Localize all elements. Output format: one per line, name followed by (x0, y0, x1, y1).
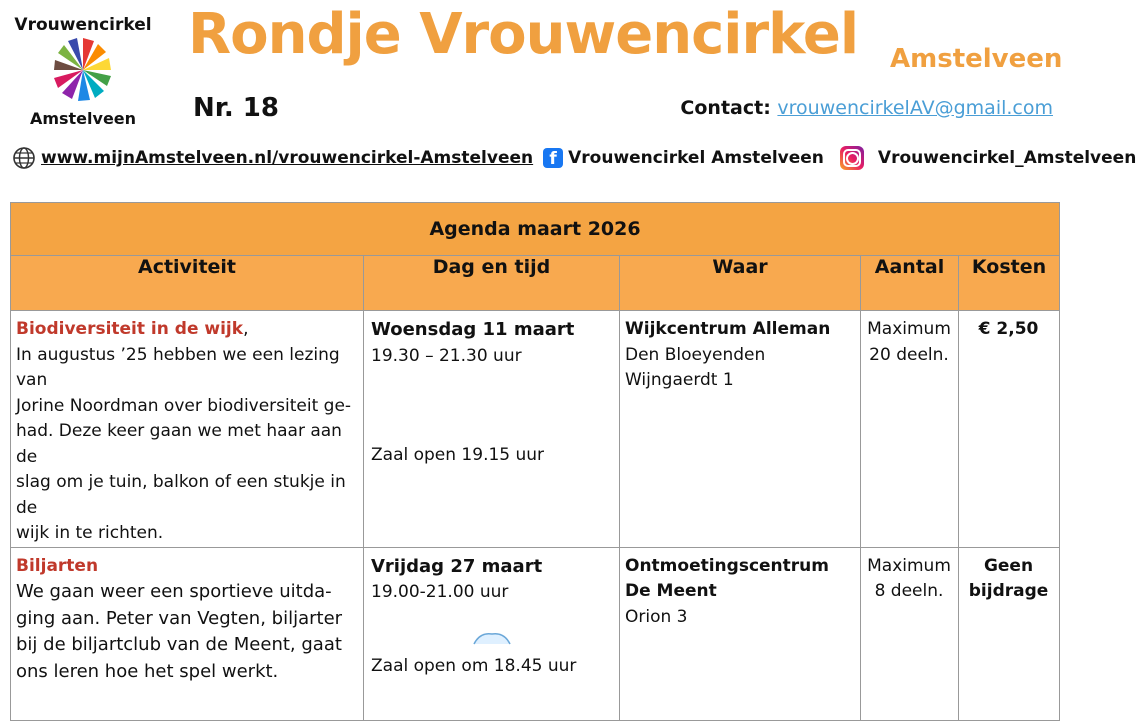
logo (12, 8, 154, 130)
decorative-drawing (470, 630, 514, 644)
table-row (11, 311, 1060, 548)
agenda-table (10, 202, 1060, 721)
page-subtitle: Amstelveen (890, 44, 1063, 74)
contact-email-link[interactable]: vrouwencirkelAV@gmail.com (777, 97, 1053, 119)
contact-label: Contact: (680, 97, 771, 119)
count-cell: Maximum 8 deeln. (861, 547, 959, 720)
count-cell: Maximum 20 deeln. (861, 311, 959, 548)
logo-text-top: Vrouwencirkel (14, 15, 152, 35)
website-link[interactable]: www.mijnAmstelveen.nl/vrouwencirkel-Amstelveen (41, 148, 534, 168)
location-cell: Ontmoetingscentrum De Meent Orion 3 (620, 547, 861, 720)
instagram-link[interactable]: Vrouwencirkel_Amstelveen (877, 148, 1137, 168)
cost-cell: Geen bijdrage (959, 547, 1060, 720)
issue-number: Nr. 18 (193, 93, 279, 123)
event-day: Woensdag 11 maart (371, 319, 575, 340)
event-day: Vrijdag 27 maart (371, 555, 543, 577)
facebook-icon: f (543, 148, 563, 168)
cost-cell: € 2,50 (959, 311, 1060, 548)
activity-description: In augustus ’25 hebben we een lezing van (16, 344, 340, 390)
contact-line (680, 97, 1053, 119)
activity-description: We gaan weer een sportieve uitda- (16, 581, 332, 602)
location-address: Orion 3 (625, 606, 688, 627)
social-links (12, 144, 1146, 172)
doors-open: Zaal open om 18.45 uur (371, 655, 577, 676)
instagram-icon (840, 146, 864, 170)
table-row (11, 547, 1060, 720)
page-title: Rondje Vrouwencirkel (188, 2, 859, 67)
location-name: Wijkcentrum Alleman (625, 319, 831, 339)
location-cell: Wijkcentrum Alleman Den Bloeyenden Wijngaerdt 1 (620, 311, 861, 548)
activity-title: Biljarten (16, 555, 99, 576)
activity-title: Biodiversiteit in de wijk (16, 319, 244, 339)
event-time: 19.00-21.00 uur (371, 582, 509, 602)
facebook-link[interactable]: Vrouwencirkel Amstelveen (568, 148, 824, 168)
column-header-activiteit: Activiteit (11, 256, 364, 311)
location-name: Ontmoetingscentrum (625, 555, 829, 576)
logo-text-bottom: Amstelveen (29, 109, 137, 128)
date-time-cell (364, 311, 620, 548)
activity-cell: Biodiversiteit in de wijk, In augustus ’25 hebben we een lezing van Jorine Noordman over biodiversiteit ge- had. Deze keer gaan we met haar aan de slag om je tuin, balkon of een stukje in de wijk in te richten. (11, 311, 364, 548)
agenda-caption: Agenda maart 2026 (11, 203, 1060, 256)
column-header-dag-en-tijd: Dag en tijd (364, 256, 620, 311)
column-header-aantal: Aantal (861, 256, 959, 311)
column-header-kosten: Kosten (959, 256, 1060, 311)
globe-icon (12, 146, 36, 170)
event-time: 19.30 – 21.30 uur (371, 345, 522, 366)
activity-cell: Biljarten We gaan weer een sportieve uitda- ging aan. Peter van Vegten, biljarter bij de biljartclub van de Meent, gaat ons leren hoe het spel werkt. (11, 547, 364, 720)
location-address: Den Bloeyenden (625, 344, 766, 365)
column-header-waar: Waar (620, 256, 861, 311)
doors-open: Zaal open 19.15 uur (371, 445, 545, 465)
